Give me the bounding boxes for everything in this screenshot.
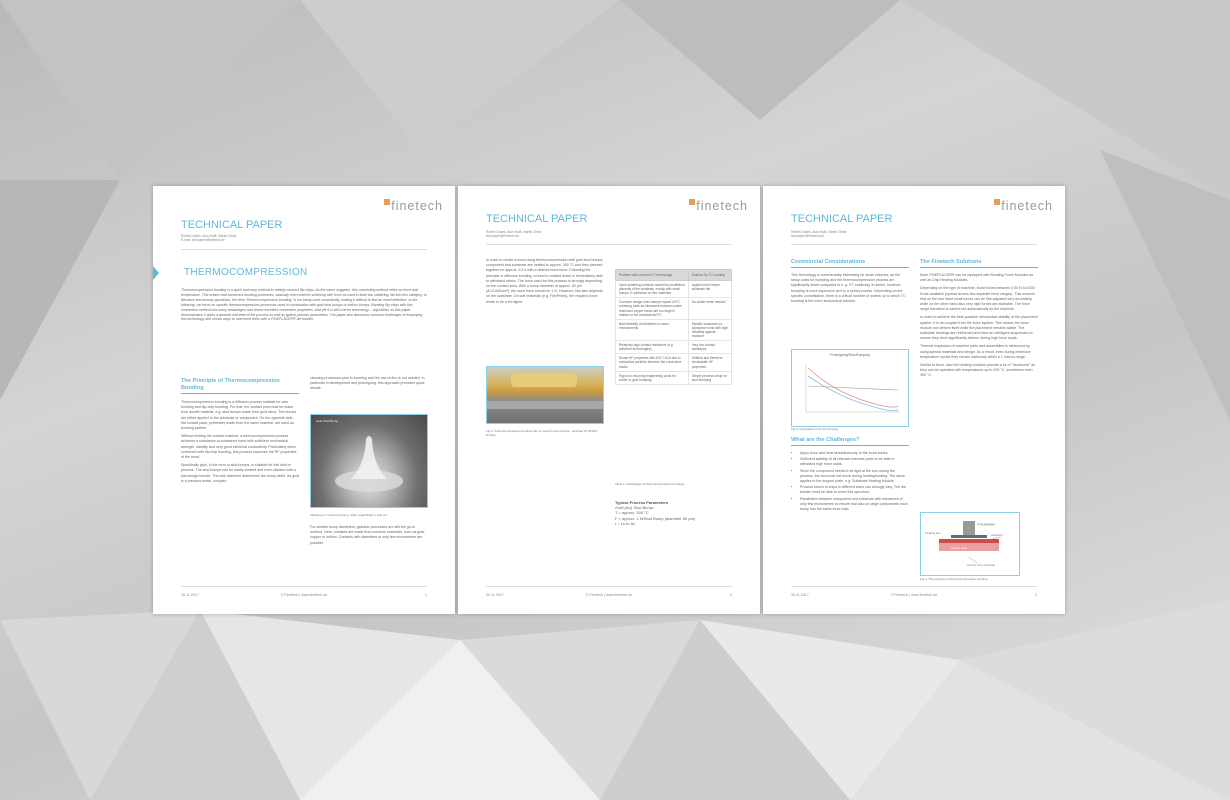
- footer-page-number: 3: [1035, 593, 1037, 597]
- paragraph: Depending on the type of machine, bond forces between 0.05 N to 1000 N are available (spread across two separate force ranges). This ensures that on the one hand small forces can be fine-adjusted very accurately, while on the other hand also very high forces are available. The force range transition is carried out automatically by the machine.: [920, 286, 1035, 312]
- heading-commercial: Commercial Considerations: [791, 259, 909, 268]
- table-cell: Metallic substance-to-substance bond with high reliability against moisture: [688, 319, 731, 340]
- table-row: [616, 281, 732, 298]
- image-label: Gold Stud Bump: [316, 419, 339, 423]
- diagram-label: counter force and heat: [967, 563, 995, 567]
- table-cell: Simple process setup for stud bumping: [688, 371, 731, 384]
- intro-text: In order to create a bond using thermocompression with gold stud bumps, component and substrate are heated to approx. 300 °C and then pressed together for approx. 0.5 s with a defined bond force. Following the principle of diffusion bonding, a bond is created which is immediately able to withstand stress. The force used for this process is strongly depending on the contact area. With a bump diameter of approx. 50 µm (A=0,002mm²), the used force should be 1 N. However, this also depends on the substrate. On soft materials (e.g. FlexPrints), the required force tends to be a bit higher.: [486, 258, 604, 304]
- list-item: • Parallelism between component and substrate with tolerances of only few micrometers to ensure that also on large components each bump has the same force load.: [800, 497, 909, 513]
- paper-label: TECHNICAL PAPER: [181, 219, 283, 231]
- stud-bump-shape: [311, 415, 427, 507]
- finetech-logo: [994, 199, 1053, 213]
- logo-text: finetech: [1001, 199, 1053, 213]
- table-cell: Applied force keeps substrate flat: [688, 281, 731, 298]
- param-line: F = approx. 1 N/Stud Bump (diameter 50 µm): [615, 515, 696, 521]
- table-cell: Bad reliability of adhesives in moist environments: [616, 319, 689, 340]
- figure-2-caption: Fig 2: thermocompression bonded chip on board (cross-section, provided by IMTEC GmbH): [486, 429, 598, 437]
- table-row: [616, 354, 732, 371]
- commercial-text: This technology is commercially interesting for small volumes, as the setup costs for bumping and the thermocompression process are significantly lower compared to e. g. FC soldering. In series, however, bumping is more expensive as it is a serial process. Depending on the specific constellation, there is a critical number of wafers up to which TC bonding is the more economical solution.: [791, 273, 906, 304]
- table-cell: Defined and therefore simulatable HF properties: [688, 354, 731, 371]
- paragraph: In order to achieve the best-possible mechanical stability of the placement system, it is de-coupled from the force system. This means the force module can deform itself while the placement remains stable. The substrate heatings are reinforced and have an intelligent suspension to ensure they don't significantly deform during high force loads.: [920, 315, 1038, 341]
- page-footer: [181, 586, 427, 599]
- table-row: [616, 371, 732, 384]
- diagram-label: substrate: [991, 533, 1003, 537]
- table-row: [616, 298, 732, 319]
- paper-label: TECHNICAL PAPER: [791, 213, 893, 225]
- page-footer: [791, 586, 1037, 599]
- params-subheading: Gold (Au) Stud Bump:: [615, 505, 655, 511]
- figure-4-caption: Fig 4: The principle of thermocompression bonding: [920, 577, 988, 581]
- figure-1-caption: Abbildung 1: Gold stud bump, 300x magnification, ø40 µm: [310, 513, 388, 517]
- column-1-text: [181, 400, 299, 487]
- heading-challenges: What are the Challenges?: [791, 437, 909, 446]
- cross-section-shape: [487, 367, 603, 423]
- param-line: t = 1s to 4s: [615, 520, 635, 526]
- cost-curves: [792, 350, 908, 426]
- challenges-list: [791, 451, 909, 513]
- gold-stud-bump-image: [310, 414, 428, 508]
- paragraph: Similar to force, also the heating modules provide a lot of "headroom" as they can be operated with temperatures up to 400 °C, sometimes even 450 °C.: [920, 363, 1036, 378]
- diagram-label: force and heat: [977, 522, 995, 526]
- document-page-2: [458, 186, 760, 614]
- abstract: Thermocompression bonding is a quick and easy method to reliably connect flip-chips. As the name suggests, this connecting method relies on force and temperature. This means that numerous bonding processes, basically even eutectic soldering with force as used in laser bar soldering, fall into this category. In literature and among specialists, the term "thermocompression bonding" is not being used consistently, making it difficult to find an exact definition. In the following, we focus on specific thermocompression processes used in combination with gold stud bumps or indium bumps. Bonding flip-chips with this connection method has many advantages and shows excellent connection properties. And yet it is still a niche technology – unjustified, as this paper demonstrates! It gives a general overview of the process as well as typical process parameters. The paper also discusses common challenges of employing this technology and shows ways to overcome them with a FINEPLACER® die bonder.: [181, 288, 427, 322]
- tc-bonding-diagram: [920, 512, 1020, 576]
- paragraph: Specifically gold, in the form of stud bumps, is suitable for this kind of process. The stud bumps can be easily created and even stacked with a ball-wedge bonder. The wire diameter determines the bump width. As gold is a precious metal, complex: [181, 463, 299, 483]
- list-item: • Process forces of chips in different sizes can strongly vary. The die bonder must be able to cover this spectrum.: [800, 485, 909, 495]
- column-2-top-text: cleaning processes prior to bonding and the use of flux is not needed, in particular in development and prototyping, this approach promises quick results.: [310, 376, 425, 391]
- list-item: • Sufficient stability of all relevant machine parts to be able to withstand high force loads.: [800, 457, 909, 467]
- table-cell: High non-recurring engineering costs for solder or gold bumping: [616, 371, 689, 384]
- paragraph: Thermal expansion of machine parts and assemblies is minimized by using special materials and design. As a result, even during extensive temperature cycles they remain stationary within a 1 micron range.: [920, 344, 1031, 359]
- table-cell: Relatively high contact resistance (e.g. adhesive technologies): [616, 341, 689, 354]
- solutions-text: [920, 273, 1038, 382]
- section-arrow-icon: [153, 266, 159, 280]
- logo-mark-icon: [384, 199, 390, 205]
- params-heading: Typical Process Parameters: [615, 500, 669, 505]
- footer-date: 30.11.2017: [791, 593, 809, 597]
- logo-text: finetech: [391, 199, 443, 213]
- chart-title: Prototyping/Stud Bumping: [830, 353, 870, 357]
- footer-date: 30.11.2017: [486, 593, 504, 597]
- process-parameters: [615, 500, 733, 526]
- cost-chart: [791, 349, 909, 427]
- logo-text: finetech: [696, 199, 748, 213]
- paragraph: Each FINEPLACER® can be equipped with Bonding Force Modules as well as Chip Heating Modules.: [920, 273, 1034, 283]
- author-meta: Robert Dudek, Alan Swift, Martin Christ E-mail: techpaper@finetech.de: [181, 234, 237, 243]
- author-meta: Robert Dudek, Alan Swift, Martin Christ techpaper@finetech.de: [486, 230, 542, 239]
- section-title: THERMOCOMPRESSION: [184, 267, 308, 278]
- table-cell: Very low contact resistance: [688, 341, 731, 354]
- table-header: Solution by TC bonding: [688, 270, 731, 281]
- paragraph: Thermocompression bonding is a diffusion process suitable for wire bonding and flip-chip bonding. For that, the contact pins must be made from ductile material, e.g. stud bumps made from gold wires. The bumps are either applied to the substrate or component. On the opposite side, flat contact pads, preferably made from the same material, are used as bonding partner.: [181, 400, 297, 431]
- paragraph: Without melting the contact material, a thermocompression process achieves a substance-to-substance bond with sufficient mechanical strength, stability and very good electrical conductivity. Particularly when combined with flip chip bonding, this process improves the RF properties of the bond.: [181, 434, 297, 460]
- advantages-table: [615, 269, 732, 385]
- figure-3-caption: Fig 3: Compared costs for bumping: [791, 427, 838, 431]
- footer-copyright: © Finetech | www.finetech.de: [890, 593, 938, 597]
- footer-page-number: 2: [730, 593, 732, 597]
- header-divider: [791, 244, 1037, 245]
- list-item: • Since the component needs to sit tight at the tool during the process, the tool must not move during heating/cooling. The same applies to the support plate, e.g. Substrate Heating Module.: [800, 469, 909, 485]
- paper-label: TECHNICAL PAPER: [486, 213, 588, 225]
- heading-solutions: The Finetech Solutions: [920, 259, 1038, 268]
- footer-copyright: © Finetech | www.finetech.de: [280, 593, 328, 597]
- header-divider: [181, 249, 427, 250]
- heading-principle: The Principle of Thermocompression Bonding: [181, 378, 299, 394]
- document-page-1: [153, 186, 455, 614]
- footer-date: 30.11.2017: [181, 593, 199, 597]
- table-cell: Open soldering contacts caused by insufficient planarity of the substrate, mostly with small bumps, in particular on flex materials: [616, 281, 689, 298]
- table-cell: Worse HF properties with ACF / ACA due to conductive particles between the conductive tracks: [616, 354, 689, 371]
- logo-mark-icon: [994, 199, 1000, 205]
- list-item: • Apply force and heat simultaneously to the bond zones.: [800, 451, 909, 456]
- table-header: Problem with common FC technology: [616, 270, 689, 281]
- finetech-logo: [384, 199, 443, 213]
- footer-page-number: 1: [425, 593, 427, 597]
- logo-mark-icon: [689, 199, 695, 205]
- page-footer: [486, 586, 732, 599]
- footer-copyright: © Finetech | www.finetech.de: [585, 593, 633, 597]
- header-divider: [486, 244, 732, 245]
- table-row: [616, 319, 732, 340]
- diagram-label: heating plate: [951, 546, 968, 550]
- cross-section-image: [486, 366, 604, 424]
- finetech-logo: [689, 199, 748, 213]
- param-line: T = approx. 300 °C: [615, 510, 649, 516]
- document-page-3: [763, 186, 1065, 614]
- table-row: [616, 341, 732, 354]
- author-meta: Robert Dudek, Alan Swift, Martin Christ techpaper@finetech.de: [791, 230, 847, 239]
- table-cell: Common design rules hamper layout of FC soldering pads as tolerances between solder resist and copper tracks are too large in relation to the miniaturized FC: [616, 298, 689, 319]
- diagram-label: bonding tool: [925, 531, 941, 535]
- table-cell: No solder resist needed: [688, 298, 731, 319]
- column-2-bottom-text: For smaller bump diameters, galvanic processes are still the go-to method. Here, contacts are made from common materials, such as gold, copper or indium. Contacts with diameters of only few micrometers are possible.: [310, 525, 426, 545]
- table-caption: Table 1: Advantages of thermocompression bonding: [615, 482, 685, 486]
